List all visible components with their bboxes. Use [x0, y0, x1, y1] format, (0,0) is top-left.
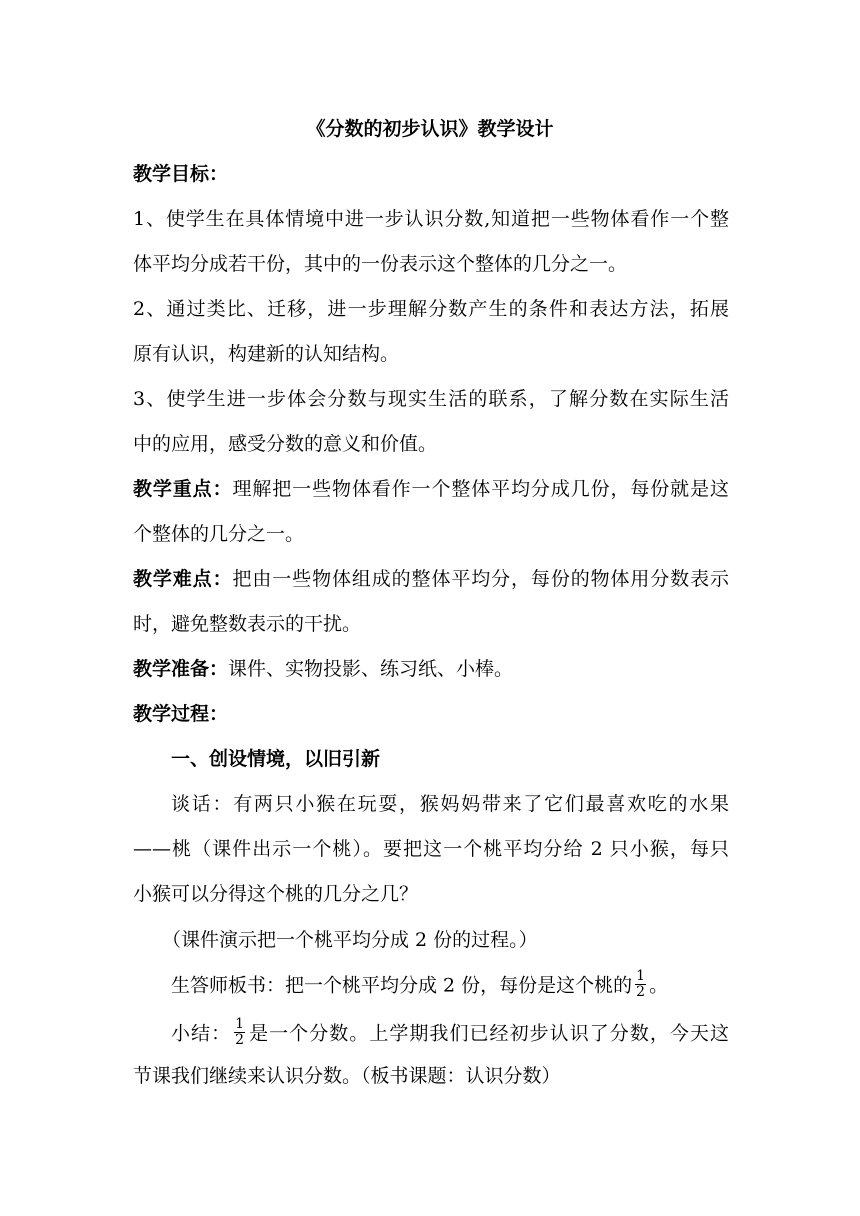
process-heading: 教学过程：	[133, 703, 229, 725]
section-1-heading: 一、创设情境，以旧引新	[171, 748, 381, 770]
focus-text: 理解把一些物体看作一个整体平均分成几份，每份就是这	[232, 478, 729, 500]
focus-line-2: 个整体的几分之一。	[133, 523, 305, 545]
difficulty-line-2: 时，避免整数表示的干扰。	[133, 613, 362, 635]
prep-text: 课件、实物投影、练习纸、小棒。	[228, 658, 514, 680]
fraction-denominator: 2	[636, 984, 646, 1000]
summary-text: 是一个分数。上学期我们已经初步认识了分数，今天这	[248, 1022, 729, 1045]
demo-line: （课件演示把一个桃平均分成 2 份的过程。）	[162, 929, 538, 951]
talk-line-3: 小猴可以分得这个桃的几分之几？	[133, 883, 419, 905]
difficulty-label: 教学难点：	[133, 568, 233, 590]
fraction-one-half	[635, 969, 646, 1000]
talk-line-1: 谈话：有两只小猴在玩耍，猴妈妈带来了它们最喜欢吃的水果	[171, 793, 729, 815]
goals-heading: 教学目标：	[133, 163, 229, 185]
summary-line-2: 节课我们继续来认识分数。（板书课题：认识分数）	[133, 1065, 561, 1087]
document-title: 《分数的初步认识》教学设计	[306, 118, 554, 140]
goal-1-line-1: 1、使学生在具体情境中进一步认识分数,知道把一些物体看作一个整	[133, 208, 729, 230]
summary-label: 小结：	[171, 1022, 232, 1045]
focus-label: 教学重点：	[133, 478, 233, 500]
talk-line-2: ——桃（课件出示一个桃）。要把这一个桃平均分给 2 只小猴，每只	[133, 838, 729, 860]
fraction-denominator: 2	[235, 1032, 245, 1048]
focus-line-1	[133, 477, 729, 501]
goal-3-line-2: 中的应用，感受分数的意义和价值。	[133, 433, 438, 455]
fraction-numerator: 1	[235, 1016, 245, 1032]
fraction-one-half	[234, 1017, 245, 1048]
difficulty-line-1	[133, 567, 729, 591]
goal-2-line-1: 2、通过类比、迁移，进一步理解分数产生的条件和表达方法，拓展	[133, 298, 729, 320]
summary-line-1	[171, 1016, 729, 1050]
answer-end: 。	[649, 974, 669, 997]
goal-2-line-2: 原有认识，构建新的认知结构。	[133, 343, 400, 365]
answer-text: 生答师板书：把一个桃平均分成 2 份，每份是这个桃的	[171, 974, 633, 997]
fraction-numerator: 1	[636, 968, 646, 984]
goal-1-line-2: 体平均分成若干份，其中的一份表示这个整体的几分之一。	[133, 253, 628, 275]
difficulty-text: 把由一些物体组成的整体平均分，每份的物体用分数表示	[232, 568, 729, 590]
prep-label: 教学准备：	[133, 658, 229, 680]
goal-3-line-1: 3、使学生进一步体会分数与现实生活的联系，了解分数在实际生活	[133, 388, 729, 410]
prep-line	[133, 657, 513, 681]
answer-line	[171, 968, 669, 1002]
